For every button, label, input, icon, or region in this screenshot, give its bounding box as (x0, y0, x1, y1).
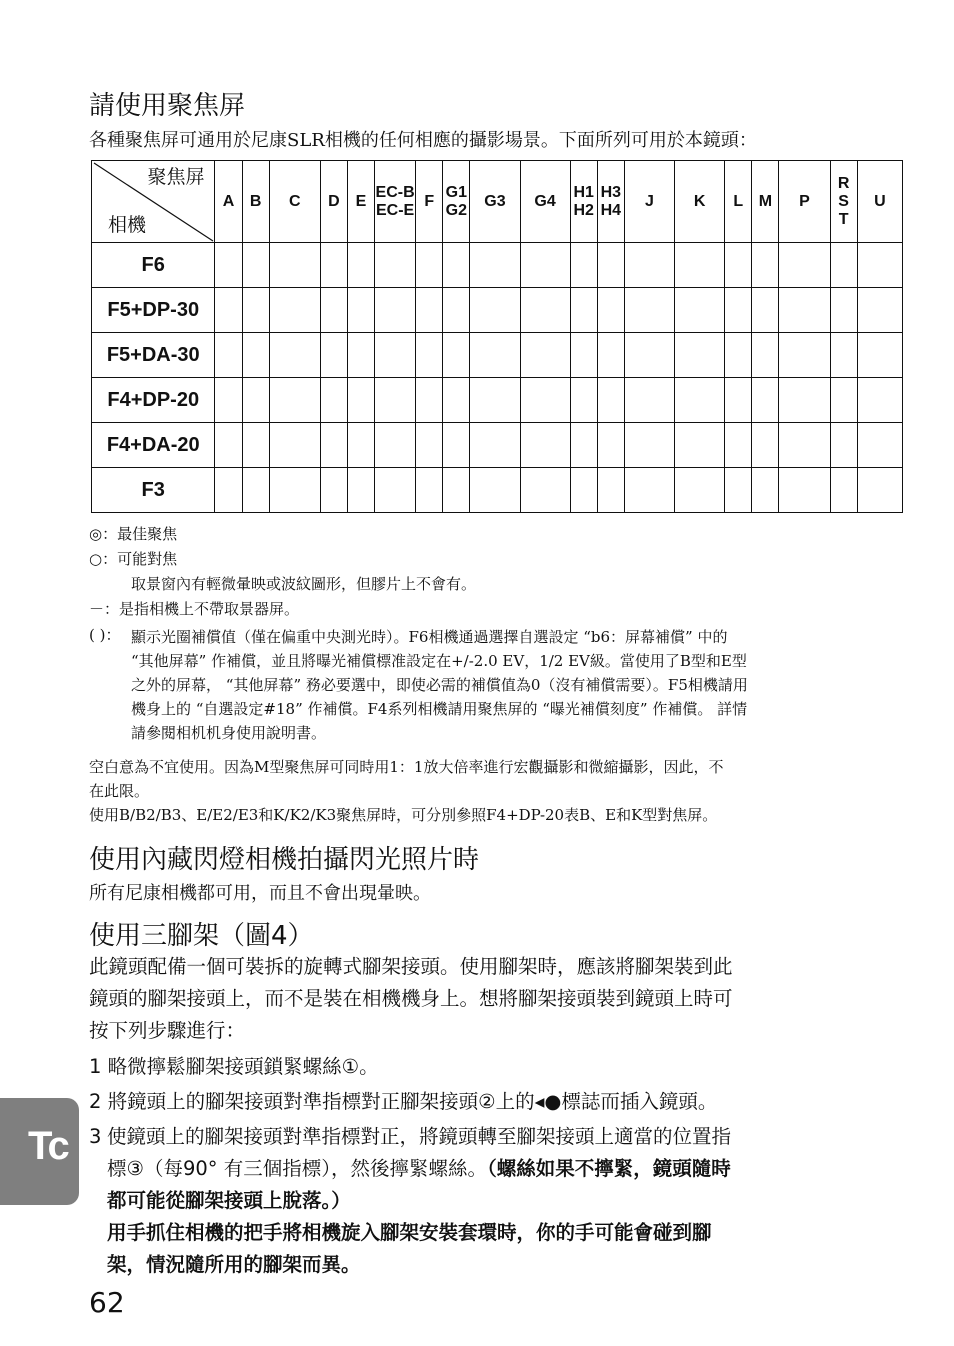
table-cell (830, 423, 857, 468)
column-header: G3 (470, 161, 520, 243)
note-line: 顯示光圈補償值（僅在偏重中央測光時）。F6相機通過選擇自選設定 “b6：屏幕補償” 中的 (131, 628, 728, 646)
table-cell (675, 423, 725, 468)
table-cell (347, 288, 374, 333)
note-line: 之外的屏幕， “其他屏幕” 務必要選中，即使必需的補償值為0（沒有補償需要）。F5相機請用 (131, 676, 748, 694)
table-cell (857, 378, 902, 423)
column-header: G4 (520, 161, 570, 243)
step-text: 標誌而插入鏡頭。 (561, 1090, 718, 1113)
language-tab (0, 1098, 79, 1205)
table-cell (269, 468, 320, 513)
table-cell (779, 333, 830, 378)
table-cell (416, 468, 443, 513)
camera-name-cell: F3 (92, 468, 215, 513)
table-cell (570, 243, 597, 288)
step-line (107, 1153, 907, 1185)
table-cell (416, 333, 443, 378)
legend-symbol-double-circle: ◎： (89, 525, 118, 543)
table-cell (624, 333, 674, 378)
step-text: 將鏡頭上的腳架接頭對準指標對正腳架接頭②上的 (107, 1090, 535, 1113)
table-cell (520, 468, 570, 513)
table-cell (570, 468, 597, 513)
table-cell (443, 378, 470, 423)
table-cell (215, 288, 242, 333)
column-header: M (752, 161, 779, 243)
table-cell (624, 378, 674, 423)
tripod-step-1 (89, 1051, 379, 1083)
table-cell (242, 333, 269, 378)
camera-name-cell: F6 (92, 243, 215, 288)
table-cell (570, 423, 597, 468)
table-cell (242, 243, 269, 288)
legend-symbol-dash: －： (89, 600, 120, 618)
table-cell (725, 333, 752, 378)
table-row (92, 378, 903, 423)
table-cell (857, 468, 902, 513)
table-cell (624, 423, 674, 468)
focusing-screens-intro: 各種聚焦屏可通用於尼康SLR相機的任何相應的攝影場景。下面所列可用於本鏡頭： (89, 130, 757, 151)
table-cell (779, 288, 830, 333)
column-header: J (624, 161, 674, 243)
legend-best-focus (89, 524, 177, 545)
table-cell (725, 288, 752, 333)
column-header: A (215, 161, 242, 243)
camera-name-cell: F5+DA-30 (92, 333, 215, 378)
legend-possible-focus-detail: 取景窗內有輕微暈映或波紋圖形，但膠片上不會有。 (131, 575, 477, 593)
table-cell (779, 423, 830, 468)
column-header: G1 G2 (443, 161, 470, 243)
note-blank-meaning (89, 755, 723, 803)
table-cell (570, 378, 597, 423)
table-row (92, 243, 903, 288)
table-cell (347, 378, 374, 423)
body-line: 此鏡頭配備一個可裝拆的旋轉式腳架接頭。使用腳架時，應該將腳架裝到此 (89, 955, 733, 978)
table-cell (520, 333, 570, 378)
table-cell (416, 243, 443, 288)
legend-parenthesis-symbol: ( )： (89, 626, 121, 644)
table-cell (470, 378, 520, 423)
table-cell (597, 288, 624, 333)
table-cell (830, 288, 857, 333)
table-cell (242, 378, 269, 423)
table-cell (675, 333, 725, 378)
column-header: EC-B EC-E (375, 161, 416, 243)
body-line: 按下列步驟進行： (89, 1019, 246, 1042)
table-row (92, 468, 903, 513)
column-header: C (269, 161, 320, 243)
column-header: H1 H2 (570, 161, 597, 243)
table-cell (242, 468, 269, 513)
table-cell (443, 288, 470, 333)
table-cell (752, 423, 779, 468)
table-cell (597, 243, 624, 288)
table-cell (752, 243, 779, 288)
legend-text: 是指相機上不帶取景器屏。 (119, 600, 300, 618)
table-cell (725, 243, 752, 288)
camera-name-cell: F4+DA-20 (92, 423, 215, 468)
table-cell (215, 333, 242, 378)
column-header: B (242, 161, 269, 243)
table-cell (597, 333, 624, 378)
legend-text: 最佳聚焦 (117, 525, 178, 543)
table-cell (443, 243, 470, 288)
table-cell (752, 378, 779, 423)
table-cell (675, 468, 725, 513)
focusing-screen-table (91, 160, 903, 513)
table-cell (320, 288, 347, 333)
column-header: K (675, 161, 725, 243)
column-header: F (416, 161, 443, 243)
camera-name-cell: F5+DP-30 (92, 288, 215, 333)
column-header: H3 H4 (597, 161, 624, 243)
table-cell (375, 378, 416, 423)
step-text: 略微擰鬆腳架接頭鎖緊螺絲①。 (107, 1055, 379, 1078)
table-cell (752, 333, 779, 378)
tripod-step-3-number: 3 (89, 1125, 102, 1148)
legend-no-screen (89, 599, 299, 620)
table-cell (470, 333, 520, 378)
note-line: 在此限。 (89, 782, 150, 800)
table-cell (269, 333, 320, 378)
table-cell (624, 468, 674, 513)
table-cell (830, 378, 857, 423)
table-cell (752, 468, 779, 513)
table-cell (443, 468, 470, 513)
table-cell (242, 423, 269, 468)
table-cell (830, 243, 857, 288)
table-cell (752, 288, 779, 333)
column-header: R S T (830, 161, 857, 243)
table-cell (857, 333, 902, 378)
note-line: 機身上的 “自選設定#18” 作補償。F4系列相機請用聚焦屏的 “曝光補償刻度” 作補償。 詳情 (131, 700, 748, 718)
step-text: 標③（每90° 有三個指標），然後擰緊螺絲。 (107, 1157, 487, 1180)
legend-compensation-text (131, 625, 901, 745)
table-cell (215, 423, 242, 468)
section-title-tripod: 使用三腳架（圖4） (89, 921, 314, 951)
table-cell (570, 288, 597, 333)
camera-name-cell: F4+DP-20 (92, 378, 215, 423)
step-caution-line: 架，情況隨所用的腳架而異。 (107, 1253, 361, 1276)
table-cell (416, 423, 443, 468)
legend-symbol-circle: ○： (89, 550, 118, 568)
table-cell (725, 468, 752, 513)
table-cell (375, 288, 416, 333)
table-cell (320, 243, 347, 288)
table-cell (443, 333, 470, 378)
table-cell (520, 423, 570, 468)
table-cell (215, 468, 242, 513)
table-cell (215, 378, 242, 423)
table-cell (857, 423, 902, 468)
table-cell (347, 333, 374, 378)
section-title-focusing-screens: 請使用聚焦屏 (89, 91, 246, 121)
legend-possible-focus (89, 549, 177, 570)
table-cell (443, 423, 470, 468)
table-cell (597, 378, 624, 423)
tripod-step-3 (107, 1121, 907, 1281)
table-cell (597, 423, 624, 468)
tripod-step-2 (89, 1086, 717, 1118)
legend-text: 可能對焦 (117, 550, 178, 568)
corner-camera-label: 相機 (108, 214, 147, 236)
column-header: P (779, 161, 830, 243)
language-tab-label: Tc (28, 1124, 68, 1168)
table-cell (242, 288, 269, 333)
table-cell (570, 333, 597, 378)
builtin-flash-text: 所有尼康相機都可用，而且不會出現暈映。 (89, 883, 431, 904)
body-line: 鏡頭的腳架接頭上，而不是裝在相機機身上。想將腳架接頭裝到鏡頭上時可 (89, 987, 733, 1010)
table-cell (857, 288, 902, 333)
table-cell (520, 243, 570, 288)
table-cell (725, 378, 752, 423)
step-warning: （螺絲如果不擰緊，鏡頭隨時 (487, 1157, 731, 1180)
table-cell (269, 423, 320, 468)
table-cell (375, 333, 416, 378)
table-cell (624, 288, 674, 333)
table-cell (779, 378, 830, 423)
table-cell (320, 423, 347, 468)
table-cell (347, 468, 374, 513)
table-cell (416, 288, 443, 333)
table-cell (470, 423, 520, 468)
index-mark-icon: ◂● (534, 1090, 562, 1113)
table-cell (830, 333, 857, 378)
table-cell (470, 243, 520, 288)
column-header: E (347, 161, 374, 243)
table-cell (675, 288, 725, 333)
table-cell (269, 243, 320, 288)
table-cell (830, 468, 857, 513)
step-caution-line: 用手抓住相機的把手將相機旋入腳架安裝套環時，你的手可能會碰到腳 (107, 1221, 712, 1244)
step-line: 使鏡頭上的腳架接頭對準指標對正，將鏡頭轉至腳架接頭上適當的位置指 (107, 1125, 732, 1148)
table-cell (857, 243, 902, 288)
table-cell (779, 468, 830, 513)
table-row (92, 333, 903, 378)
table-cell (675, 243, 725, 288)
table-cell (347, 243, 374, 288)
table-cell (520, 378, 570, 423)
table-cell (470, 288, 520, 333)
step-warning-line: 都可能從腳架接頭上脫落。） (107, 1189, 351, 1212)
note-screen-reference: 使用B/B2/B3、E/E2/E3和K/K2/K3聚焦屏時，可分別參照F4+DP-20表B、E和K型對焦屏。 (89, 806, 718, 824)
table-cell (375, 423, 416, 468)
step-number: 2 (89, 1090, 102, 1113)
table-cell (375, 468, 416, 513)
table-cell (675, 378, 725, 423)
table-cell (375, 243, 416, 288)
table-header-row (92, 161, 903, 243)
table-cell (597, 468, 624, 513)
step-number: 1 (89, 1055, 102, 1078)
table-cell (215, 243, 242, 288)
table-cell (269, 288, 320, 333)
page-number: 62 (89, 1286, 125, 1319)
table-cell (520, 288, 570, 333)
table-cell (320, 333, 347, 378)
tripod-intro (89, 951, 904, 1047)
column-header: U (857, 161, 902, 243)
corner-screen-label: 聚焦屏 (147, 166, 205, 188)
table-cell (725, 423, 752, 468)
table-cell (416, 378, 443, 423)
table-row (92, 423, 903, 468)
note-line: 空白意為不宜使用。因為M型聚焦屏可同時用1：1放大倍率進行宏觀攝影和微縮攝影，因此，不 (89, 758, 724, 776)
note-line: “其他屏幕” 作補償，並且將曝光補償標准設定在+/-2.0 EV，1/2 EV級。當使用了B型和E型 (131, 652, 747, 670)
table-cell (320, 378, 347, 423)
section-title-builtin-flash: 使用內藏閃燈相機拍攝閃光照片時 (89, 845, 480, 875)
table-cell (269, 378, 320, 423)
table-row (92, 288, 903, 333)
table-cell (624, 243, 674, 288)
column-header: L (725, 161, 752, 243)
table-cell (779, 243, 830, 288)
table-cell (320, 468, 347, 513)
table-cell (470, 468, 520, 513)
note-line: 請參閱相机机身使用說明書。 (131, 724, 327, 742)
table-cell (347, 423, 374, 468)
column-header: D (320, 161, 347, 243)
table-corner-header (92, 161, 215, 243)
